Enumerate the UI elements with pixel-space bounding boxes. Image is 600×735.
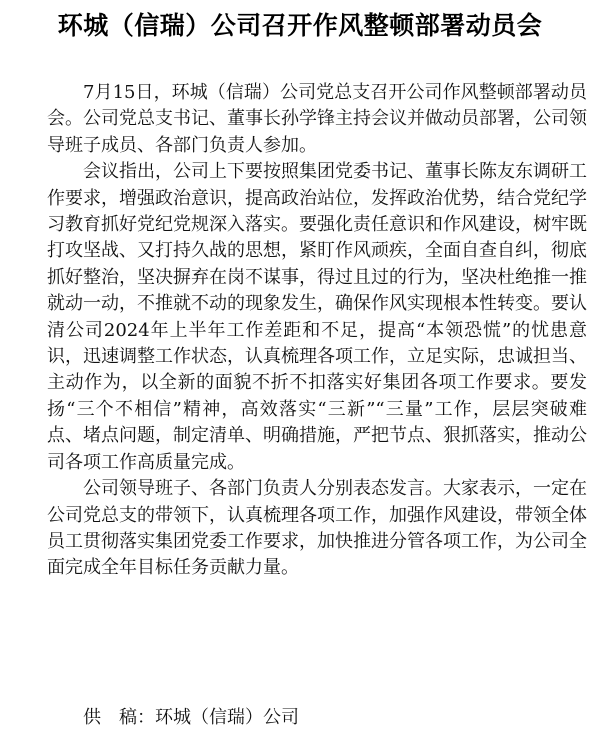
- article-paragraph: 7月15日，环城（信瑞）公司党总支召开公司作风整顿部署动员会。公司党总支书记、董事长孙学锋主持会议并做动员部署，公司领导班子成员、各部门负责人参加。: [47, 82, 587, 156]
- article-paragraph: 会议指出，公司上下要按照集团党委书记、董事长陈友东调研工作要求，增强政治意识，提高政治站位，发挥政治优势，结合党纪学习教育抓好党纪党规深入落实。要强化责任意识和作风建设，树牢既打攻坚战、又打持久战的思想，紧盯作风顽疾，全面自查自纠，彻底抓好整治，坚决摒弃在岗不谋事，得过且过的行为，坚决杜绝推一推就动一动，不推就不动的现象发生，确保作风实现根本性转变。要认清公司2024年上半年工作差距和不足，提高“本领恐慌”的忧患意识，迅速调整工作状态，认真梳理各项工作，立足实际，忠诚担当、主动作为，以全新的面貌不折不扣落实好集团各项工作要求。要发扬“三个不相信”精神，高效落实“三新”“三量”工作，层层突破难点、堵点问题，制定清单、明确措施，严把节点、狠抓落实，推动公司各项工作高质量完成。: [47, 161, 587, 473]
- article-credit: [83, 705, 299, 731]
- article-body: [47, 80, 587, 582]
- credit-source: 环城（信瑞）公司: [155, 707, 299, 728]
- article-paragraph: 公司领导班子、各部门负责人分别表态发言。大家表示，一定在公司党总支的带领下，认真梳理各项工作，加强作风建设，带领全体员工贯彻落实集团党委工作要求，加快推进分管各项工作，为公司全面完成全年目标任务贡献力量。: [47, 478, 587, 579]
- credit-label: 供 稿：: [83, 707, 155, 728]
- article-title: 环城（信瑞）公司召开作风整顿部署动员会: [57, 11, 543, 40]
